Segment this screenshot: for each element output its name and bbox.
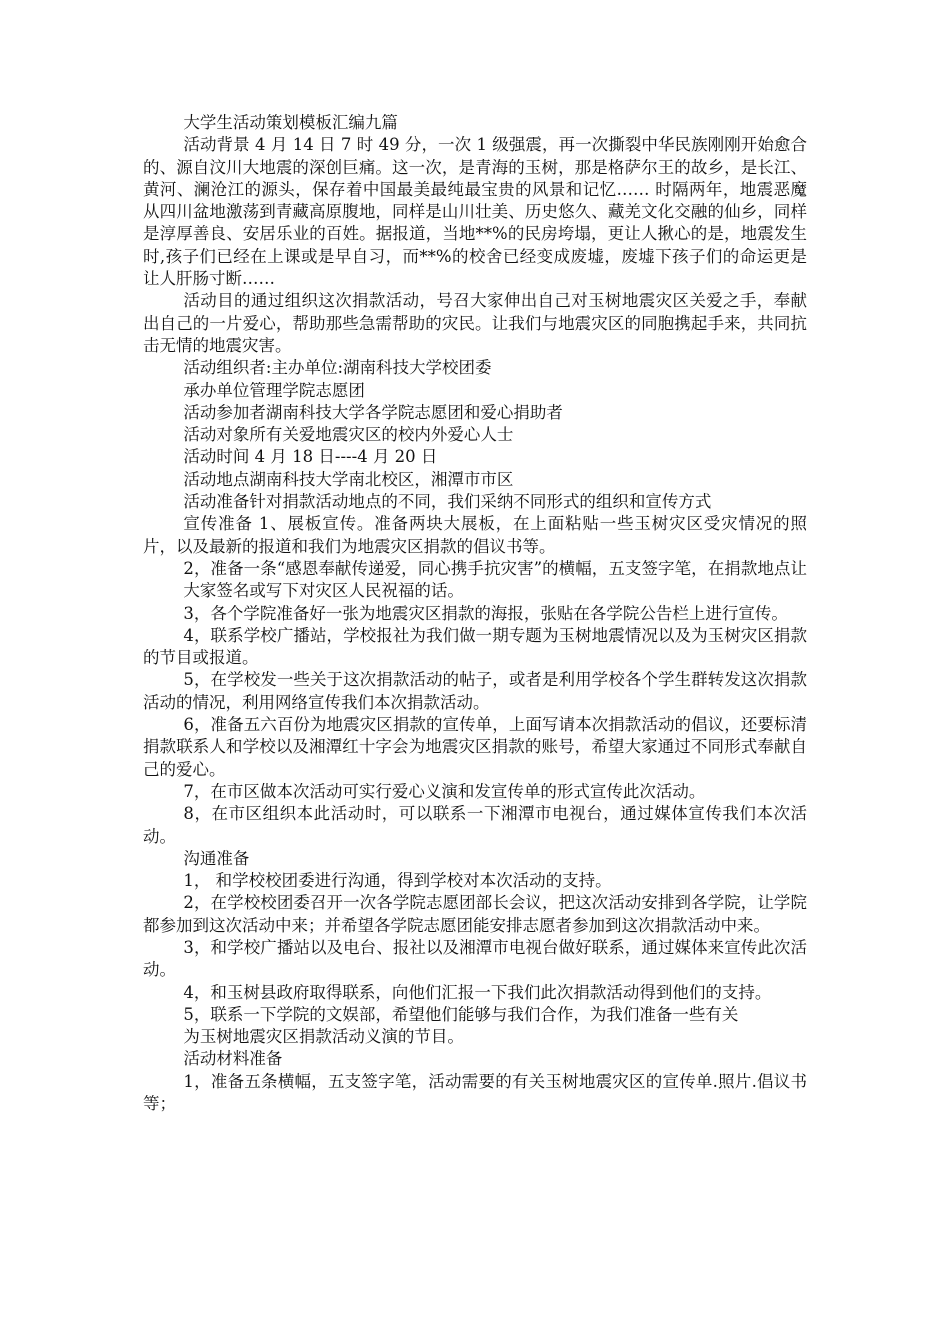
paragraph-publicity-6: 6，准备五六百份为地震灾区捐款的宣传单，上面写请本次捐款活动的倡议，还要标清捐款联系人和学校以及湘潭红十字会为地震灾区捐款的账号，希望大家通过不同形式奉献自己的爱心。 <box>143 715 807 779</box>
paragraph-co-organizer: 承办单位管理学院志愿团 <box>183 380 365 400</box>
paragraph-purpose: 活动目的通过组织这次捐款活动，号召大家伸出自己对玉树地震灾区关爱之手，奉献出自己的一片爱心，帮助那些急需帮助的灾民。让我们与地震灾区的同胞携起手来，共同抗击无情的地震灾害。 <box>143 291 807 355</box>
paragraph-publicity-8: 8，在市区组织本此活动时，可以联系一下湘潭市电视台，通过媒体宣传我们本次活动。 <box>143 804 807 846</box>
section-heading-communication: 沟通准备 <box>183 848 250 868</box>
document-body <box>143 112 807 1115</box>
paragraph-communication-3: 3，和学校广播站以及电台、报社以及湘潭市电视台做好联系，通过媒体来宣传此次活动。 <box>143 937 807 980</box>
section-heading-materials: 活动材料准备 <box>183 1049 283 1069</box>
paragraph-materials-1: 1，准备五条横幅，五支签字笔，活动需要的有关玉树地震灾区的宣传单.照片.倡议书等； <box>143 1071 807 1114</box>
paragraph-organizer: 活动组织者:主办单位:湖南科技大学校团委 <box>183 358 492 378</box>
paragraph-publicity-4: 4，联系学校广播站，学校报社为我们做一期专题为玉树地震情况以及为玉树灾区捐款的节目或报道。 <box>143 625 807 668</box>
paragraph-communication-4: 4，和玉树县政府取得联系，向他们汇报一下我们此次捐款活动得到他们的支持。 <box>183 982 772 1002</box>
paragraph-publicity-7: 7，在市区做本次活动可实行爱心义演和发宣传单的形式宣传此次活动。 <box>183 781 706 801</box>
paragraph-communication-5-cont: 为玉树地震灾区捐款活动义演的节目。 <box>183 1027 464 1047</box>
paragraph-publicity-5: 5，在学校发一些关于这次捐款活动的帖子，或者是利用学校各个学生群转发这次捐款活动的情况，利用网络宣传我们本次捐款活动。 <box>143 670 807 712</box>
paragraph-publicity-2: 2，准备一条“感恩奉献传递爱，同心携手抗灾害”的横幅，五支签字笔，在捐款地点让大家签名或写下对灾区人民祝福的话。 <box>183 558 807 601</box>
paragraph-publicity-1: 宣传准备 1、展板宣传。准备两块大展板，在上面粘贴一些玉树灾区受灾情况的照片，以及最新的报道和我们为地震灾区捐款的倡议书等。 <box>143 514 807 556</box>
paragraph-publicity-3: 3，各个学院准备好一张为地震灾区捐款的海报，张贴在各学院公告栏上进行宣传。 <box>183 603 788 623</box>
paragraph-background: 活动背景 4 月 14 日 7 时 49 分，一次 1 级强震，再一次撕裂中华民族刚刚开始愈合的、源自汶川大地震的深创巨痛。这一次，是青海的玉树，那是格萨尔王的故乡，是长江、黄河、澜沧江的源头，保存着中国最美最纯最宝贵的风景和记忆…… 时隔两年，地震恶魔从四川盆地激荡到青藏高原腹地，同样是山川壮美、历史悠久、藏羌文化交融的仙乡，同样是淳厚善良、安居乐业的百姓。据报道，当地**%的民房垮塌，更让人揪心的是，地震发生时,孩子们已经在上课或是早自习，而**%的校舍已经变成废墟，废墟下孩子们的命运更是让人肝肠寸断…… <box>143 135 807 289</box>
doc-title: 大学生活动策划模板汇编九篇 <box>183 113 398 132</box>
paragraph-audience: 活动对象所有关爱地震灾区的校内外爱心人士 <box>183 425 514 445</box>
paragraph-participants: 活动参加者湖南科技大学各学院志愿团和爱心捐助者 <box>183 402 563 422</box>
paragraph-preparation: 活动准备针对捐款活动地点的不同，我们采纳不同形式的组织和宣传方式 <box>183 492 712 512</box>
paragraph-communication-1: 1， 和学校校团委进行沟通，得到学校对本次活动的支持。 <box>183 871 612 891</box>
paragraph-location: 活动地点湖南科技大学南北校区，湘潭市市区 <box>183 469 514 489</box>
paragraph-communication-2: 2，在学校校团委召开一次各学院志愿团部长会议，把这次活动安排到各学院，让学院都参加到这次活动中来；并希望各学院志愿团能安排志愿者参加到这次捐款活动中来。 <box>143 893 807 935</box>
paragraph-communication-5: 5，联系一下学院的文娱部，希望他们能够与我们合作，为我们准备一些有关 <box>183 1004 739 1024</box>
paragraph-time: 活动时间 4 月 18 日----4 月 20 日 <box>183 447 438 467</box>
